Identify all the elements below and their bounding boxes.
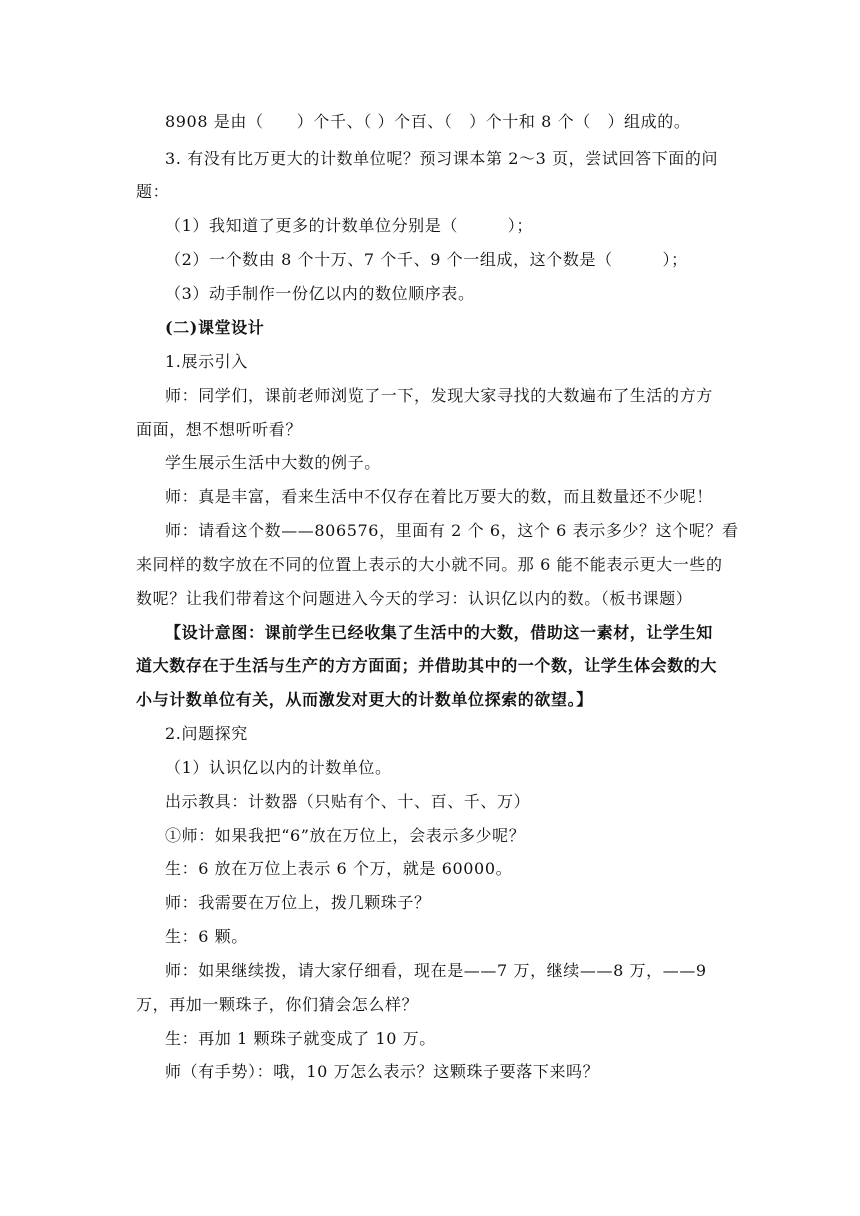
text-line: 题： [136,182,170,201]
text-line: （1）认识亿以内的计数单位。 [165,758,392,777]
text-line: 生：再加 1 颗珠子就变成了 10 万。 [165,1029,436,1048]
text-line: 学生展示生活中大数的例子。 [165,453,381,472]
text-line: 师：我需要在万位上，拨几颗珠子？ [165,893,431,912]
design-intent-note: 道大数存在于生活与生产的方方面面；并借助其中的一个数，让学生体会数的大 [136,656,718,675]
design-intent-note: 【设计意图：课前学生已经收集了生活中的大数，借助这一素材，让学生知 [165,623,713,642]
section-heading: (二)课堂设计 [165,318,265,337]
text-line: 来同样的数字放在不同的位置上表示的大小就不同。那 6 能不能表示更大一些的 [136,555,723,574]
text-line: 生：6 放在万位上表示 6 个万，就是 60000。 [165,859,513,878]
design-intent-note: 小与计数单位有关，从而激发对更大的计数单位探索的欲望。】 [136,690,593,709]
text-line: 师：同学们，课前老师浏览了一下，发现大家寻找的大数遍布了生活的方方 [165,386,713,405]
text-line: 面面，想不想听听看？ [136,420,303,439]
text-line: （1）我知道了更多的计数单位分别是（ ）； [165,216,533,235]
text-line: 万，再加一颗珠子，你们猜会怎么样？ [136,995,419,1014]
text-line: 生：6 颗。 [165,927,248,946]
text-line: 2.问题探究 [165,724,248,743]
text-line: （2）一个数由 8 个十万、7 个千、9 个一组成，这个数是（ ）； [165,250,688,269]
text-line: 师：真是丰富，看来生活中不仅存在着比万要大的数，而且数量还不少呢！ [165,487,713,506]
text-line: 数呢？让我们带着这个问题进入今天的学习：认识亿以内的数。（板书课题） [136,589,693,608]
text-line: 师（有手势）：哦，10 万怎么表示？这颗珠子要落下来吗？ [165,1062,600,1081]
text-line: 1.展示引入 [165,352,248,371]
text-line: 师：请看这个数——806576，里面有 2 个 6，这个 6 表示多少？这个呢？看 [165,521,739,540]
text-line: 8908 是由（ ）个千、（ ）个百、（ ）个十和 8 个（ ）组成的。 [165,112,691,131]
text-line: 师：如果继续拨，请大家仔细看，现在是——7 万，继续——8 万，——9 [165,961,707,980]
text-line: 出示教具：计数器（只贴有个、十、百、千、万） [165,792,531,811]
text-line: ①师：如果我把“6”放在万位上，会表示多少呢？ [165,826,526,845]
text-line: （3）动手制作一份亿以内的数位顺序表。 [165,284,475,303]
text-line: 3. 有没有比万更大的计数单位呢？预习课本第 2～3 页，尝试回答下面的问 [165,149,719,168]
